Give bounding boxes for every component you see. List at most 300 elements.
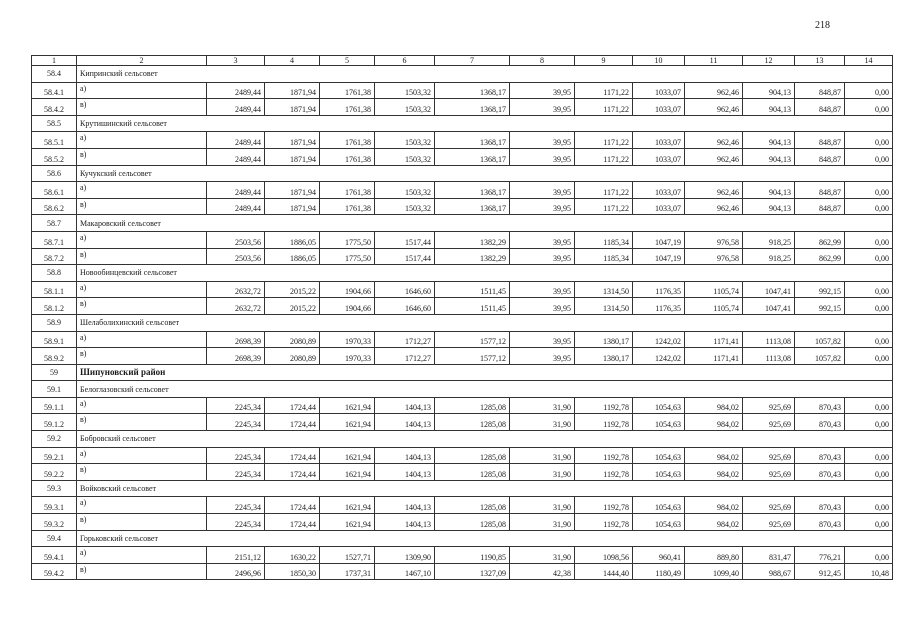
value-cell: 1712,27 bbox=[375, 331, 435, 348]
section-row bbox=[32, 215, 893, 232]
table-row bbox=[32, 563, 893, 580]
value-cell: 1368,17 bbox=[435, 132, 510, 149]
value-cell: 1444,40 bbox=[575, 563, 633, 580]
section-row bbox=[32, 381, 893, 398]
table-row bbox=[32, 514, 893, 531]
section-row bbox=[32, 431, 893, 448]
value-cell: 1327,09 bbox=[435, 563, 510, 580]
row-subitem: в) bbox=[77, 198, 207, 215]
row-subitem: а) bbox=[77, 182, 207, 199]
column-header: 9 bbox=[575, 56, 633, 66]
value-cell: 31,90 bbox=[510, 497, 575, 514]
column-header: 14 bbox=[845, 56, 893, 66]
value-cell: 0,00 bbox=[845, 464, 893, 481]
value-cell: 1724,44 bbox=[265, 414, 320, 431]
table-row bbox=[32, 447, 893, 464]
value-cell: 1047,19 bbox=[633, 248, 685, 265]
value-cell: 39,95 bbox=[510, 348, 575, 365]
value-cell: 42,38 bbox=[510, 563, 575, 580]
value-cell: 1054,63 bbox=[633, 497, 685, 514]
value-cell: 1285,08 bbox=[435, 464, 510, 481]
page-number: 218 bbox=[815, 20, 830, 31]
value-cell: 2698,39 bbox=[207, 331, 265, 348]
value-cell: 0,00 bbox=[845, 231, 893, 248]
value-cell: 2489,44 bbox=[207, 82, 265, 99]
section-name: Шелаболихинский сельсовет bbox=[77, 314, 893, 331]
value-cell: 1192,78 bbox=[575, 447, 633, 464]
value-cell: 39,95 bbox=[510, 248, 575, 265]
row-code: 59.4.1 bbox=[32, 547, 77, 564]
column-header: 1 bbox=[32, 56, 77, 66]
row-code: 58.6.1 bbox=[32, 182, 77, 199]
table-row bbox=[32, 182, 893, 199]
value-cell: 862,99 bbox=[795, 248, 845, 265]
row-subitem: в) bbox=[77, 414, 207, 431]
value-cell: 962,46 bbox=[685, 82, 743, 99]
value-cell: 2496,96 bbox=[207, 563, 265, 580]
value-cell: 1285,08 bbox=[435, 447, 510, 464]
value-cell: 1368,17 bbox=[435, 148, 510, 165]
row-code: 59.1.2 bbox=[32, 414, 77, 431]
section-row bbox=[32, 530, 893, 547]
value-cell: 1171,22 bbox=[575, 198, 633, 215]
value-cell: 925,69 bbox=[743, 497, 795, 514]
section-name: Войковский сельсовет bbox=[77, 480, 893, 497]
section-name: Кипринский сельсовет bbox=[77, 66, 893, 83]
value-cell: 1047,41 bbox=[743, 298, 795, 315]
row-code: 59.4 bbox=[32, 530, 77, 547]
value-cell: 1503,32 bbox=[375, 198, 435, 215]
value-cell: 1192,78 bbox=[575, 497, 633, 514]
value-cell: 1242,02 bbox=[633, 348, 685, 365]
value-cell: 1737,31 bbox=[320, 563, 375, 580]
section-name: Крутишинский сельсовет bbox=[77, 115, 893, 132]
value-cell: 2489,44 bbox=[207, 198, 265, 215]
column-header: 8 bbox=[510, 56, 575, 66]
value-cell: 904,13 bbox=[743, 148, 795, 165]
value-cell: 1285,08 bbox=[435, 514, 510, 531]
column-header: 13 bbox=[795, 56, 845, 66]
value-cell: 1970,33 bbox=[320, 348, 375, 365]
value-cell: 848,87 bbox=[795, 198, 845, 215]
table-row bbox=[32, 231, 893, 248]
value-cell: 39,95 bbox=[510, 82, 575, 99]
value-cell: 0,00 bbox=[845, 447, 893, 464]
value-cell: 2151,12 bbox=[207, 547, 265, 564]
district-row bbox=[32, 364, 893, 381]
value-cell: 1047,19 bbox=[633, 231, 685, 248]
value-cell: 925,69 bbox=[743, 414, 795, 431]
column-header: 6 bbox=[375, 56, 435, 66]
value-cell: 870,43 bbox=[795, 414, 845, 431]
row-code: 58.4 bbox=[32, 66, 77, 83]
value-cell: 904,13 bbox=[743, 182, 795, 199]
row-code: 58.1.2 bbox=[32, 298, 77, 315]
row-subitem: в) bbox=[77, 348, 207, 365]
value-cell: 1171,22 bbox=[575, 132, 633, 149]
value-cell: 1057,82 bbox=[795, 348, 845, 365]
value-cell: 1630,22 bbox=[265, 547, 320, 564]
value-cell: 0,00 bbox=[845, 497, 893, 514]
value-cell: 1105,74 bbox=[685, 298, 743, 315]
value-cell: 31,90 bbox=[510, 514, 575, 531]
value-cell: 1113,08 bbox=[743, 348, 795, 365]
value-cell: 962,46 bbox=[685, 182, 743, 199]
value-cell: 1761,38 bbox=[320, 82, 375, 99]
value-cell: 1171,22 bbox=[575, 182, 633, 199]
value-cell: 1033,07 bbox=[633, 82, 685, 99]
table-row bbox=[32, 547, 893, 564]
value-cell: 976,58 bbox=[685, 248, 743, 265]
value-cell: 904,13 bbox=[743, 198, 795, 215]
value-cell: 962,46 bbox=[685, 99, 743, 116]
value-cell: 2489,44 bbox=[207, 148, 265, 165]
value-cell: 0,00 bbox=[845, 397, 893, 414]
section-name: Новообинцевский сельсовет bbox=[77, 265, 893, 282]
row-subitem: в) bbox=[77, 464, 207, 481]
row-subitem: в) bbox=[77, 563, 207, 580]
value-cell: 1724,44 bbox=[265, 514, 320, 531]
value-cell: 1871,94 bbox=[265, 182, 320, 199]
value-cell: 31,90 bbox=[510, 547, 575, 564]
value-cell: 1382,29 bbox=[435, 248, 510, 265]
value-cell: 2080,89 bbox=[265, 331, 320, 348]
row-subitem: а) bbox=[77, 497, 207, 514]
value-cell: 0,00 bbox=[845, 99, 893, 116]
row-subitem: в) bbox=[77, 148, 207, 165]
value-cell: 984,02 bbox=[685, 447, 743, 464]
column-header: 10 bbox=[633, 56, 685, 66]
value-cell: 2015,22 bbox=[265, 281, 320, 298]
column-header: 5 bbox=[320, 56, 375, 66]
value-cell: 2489,44 bbox=[207, 132, 265, 149]
value-cell: 1033,07 bbox=[633, 99, 685, 116]
value-cell: 960,41 bbox=[633, 547, 685, 564]
value-cell: 2503,56 bbox=[207, 248, 265, 265]
value-cell: 1176,35 bbox=[633, 298, 685, 315]
row-code: 58.6.2 bbox=[32, 198, 77, 215]
value-cell: 1054,63 bbox=[633, 514, 685, 531]
value-cell: 2080,89 bbox=[265, 348, 320, 365]
row-code: 59.3.2 bbox=[32, 514, 77, 531]
value-cell: 1380,17 bbox=[575, 348, 633, 365]
value-cell: 0,00 bbox=[845, 198, 893, 215]
row-code: 58.6 bbox=[32, 165, 77, 182]
value-cell: 984,02 bbox=[685, 464, 743, 481]
value-cell: 984,02 bbox=[685, 497, 743, 514]
row-code: 58.7.2 bbox=[32, 248, 77, 265]
section-row bbox=[32, 66, 893, 83]
row-code: 58.4.1 bbox=[32, 82, 77, 99]
value-cell: 962,46 bbox=[685, 198, 743, 215]
value-cell: 848,87 bbox=[795, 99, 845, 116]
value-cell: 1404,13 bbox=[375, 414, 435, 431]
value-cell: 1171,22 bbox=[575, 99, 633, 116]
section-row bbox=[32, 314, 893, 331]
value-cell: 925,69 bbox=[743, 464, 795, 481]
section-name: Бобровский сельсовет bbox=[77, 431, 893, 448]
value-cell: 1621,94 bbox=[320, 464, 375, 481]
value-cell: 912,45 bbox=[795, 563, 845, 580]
value-cell: 31,90 bbox=[510, 414, 575, 431]
value-cell: 1054,63 bbox=[633, 397, 685, 414]
value-cell: 1871,94 bbox=[265, 148, 320, 165]
value-cell: 1404,13 bbox=[375, 397, 435, 414]
row-code: 59.3.1 bbox=[32, 497, 77, 514]
value-cell: 1404,13 bbox=[375, 497, 435, 514]
value-cell: 1761,38 bbox=[320, 132, 375, 149]
row-code: 58.7.1 bbox=[32, 231, 77, 248]
value-cell: 1761,38 bbox=[320, 148, 375, 165]
value-cell: 1285,08 bbox=[435, 414, 510, 431]
table-row bbox=[32, 198, 893, 215]
value-cell: 0,00 bbox=[845, 182, 893, 199]
value-cell: 925,69 bbox=[743, 447, 795, 464]
value-cell: 1527,71 bbox=[320, 547, 375, 564]
table-row bbox=[32, 148, 893, 165]
value-cell: 1171,41 bbox=[685, 348, 743, 365]
table-row bbox=[32, 281, 893, 298]
value-cell: 889,80 bbox=[685, 547, 743, 564]
row-subitem: в) bbox=[77, 514, 207, 531]
value-cell: 1621,94 bbox=[320, 514, 375, 531]
value-cell: 2632,72 bbox=[207, 298, 265, 315]
table-row bbox=[32, 331, 893, 348]
row-subitem: а) bbox=[77, 331, 207, 348]
header-row bbox=[32, 56, 893, 66]
value-cell: 1105,74 bbox=[685, 281, 743, 298]
row-subitem: а) bbox=[77, 281, 207, 298]
column-header: 7 bbox=[435, 56, 510, 66]
value-cell: 1047,41 bbox=[743, 281, 795, 298]
value-cell: 31,90 bbox=[510, 447, 575, 464]
value-cell: 1886,05 bbox=[265, 248, 320, 265]
row-code: 59.2.2 bbox=[32, 464, 77, 481]
value-cell: 1871,94 bbox=[265, 198, 320, 215]
value-cell: 1382,29 bbox=[435, 231, 510, 248]
row-subitem: в) bbox=[77, 99, 207, 116]
value-cell: 1314,50 bbox=[575, 281, 633, 298]
value-cell: 0,00 bbox=[845, 514, 893, 531]
table-row bbox=[32, 497, 893, 514]
value-cell: 1314,50 bbox=[575, 298, 633, 315]
table-row bbox=[32, 464, 893, 481]
value-cell: 1171,41 bbox=[685, 331, 743, 348]
value-cell: 39,95 bbox=[510, 281, 575, 298]
value-cell: 1724,44 bbox=[265, 464, 320, 481]
value-cell: 1724,44 bbox=[265, 447, 320, 464]
row-code: 59.3 bbox=[32, 480, 77, 497]
value-cell: 925,69 bbox=[743, 397, 795, 414]
value-cell: 2245,34 bbox=[207, 447, 265, 464]
value-cell: 1511,45 bbox=[435, 281, 510, 298]
value-cell: 2503,56 bbox=[207, 231, 265, 248]
value-cell: 1113,08 bbox=[743, 331, 795, 348]
value-cell: 31,90 bbox=[510, 397, 575, 414]
value-cell: 2489,44 bbox=[207, 99, 265, 116]
section-row bbox=[32, 265, 893, 282]
value-cell: 1098,56 bbox=[575, 547, 633, 564]
value-cell: 1871,94 bbox=[265, 99, 320, 116]
value-cell: 1180,49 bbox=[633, 563, 685, 580]
value-cell: 0,00 bbox=[845, 298, 893, 315]
value-cell: 2489,44 bbox=[207, 182, 265, 199]
value-cell: 1775,50 bbox=[320, 248, 375, 265]
value-cell: 962,46 bbox=[685, 148, 743, 165]
row-code: 58.5.1 bbox=[32, 132, 77, 149]
value-cell: 0,00 bbox=[845, 132, 893, 149]
value-cell: 1404,13 bbox=[375, 464, 435, 481]
value-cell: 1517,44 bbox=[375, 248, 435, 265]
value-cell: 848,87 bbox=[795, 148, 845, 165]
column-header: 12 bbox=[743, 56, 795, 66]
value-cell: 1503,32 bbox=[375, 82, 435, 99]
value-cell: 776,21 bbox=[795, 547, 845, 564]
value-cell: 1054,63 bbox=[633, 464, 685, 481]
value-cell: 1404,13 bbox=[375, 514, 435, 531]
value-cell: 992,15 bbox=[795, 281, 845, 298]
value-cell: 1054,63 bbox=[633, 447, 685, 464]
value-cell: 904,13 bbox=[743, 99, 795, 116]
value-cell: 1033,07 bbox=[633, 132, 685, 149]
value-cell: 1761,38 bbox=[320, 99, 375, 116]
row-code: 59.2 bbox=[32, 431, 77, 448]
value-cell: 1761,38 bbox=[320, 182, 375, 199]
value-cell: 1285,08 bbox=[435, 497, 510, 514]
value-cell: 2245,34 bbox=[207, 464, 265, 481]
value-cell: 1621,94 bbox=[320, 414, 375, 431]
value-cell: 2245,34 bbox=[207, 497, 265, 514]
table-row bbox=[32, 132, 893, 149]
value-cell: 10,48 bbox=[845, 563, 893, 580]
section-name: Кучукский сельсовет bbox=[77, 165, 893, 182]
row-code: 59.1.1 bbox=[32, 397, 77, 414]
value-cell: 39,95 bbox=[510, 331, 575, 348]
value-cell: 848,87 bbox=[795, 82, 845, 99]
value-cell: 0,00 bbox=[845, 348, 893, 365]
section-row bbox=[32, 165, 893, 182]
value-cell: 962,46 bbox=[685, 132, 743, 149]
value-cell: 2245,34 bbox=[207, 514, 265, 531]
value-cell: 1621,94 bbox=[320, 447, 375, 464]
section-name: Белоглазовский сельсовет bbox=[77, 381, 893, 398]
value-cell: 1850,30 bbox=[265, 563, 320, 580]
value-cell: 39,95 bbox=[510, 298, 575, 315]
value-cell: 1054,63 bbox=[633, 414, 685, 431]
value-cell: 1517,44 bbox=[375, 231, 435, 248]
value-cell: 1970,33 bbox=[320, 331, 375, 348]
value-cell: 0,00 bbox=[845, 281, 893, 298]
value-cell: 2245,34 bbox=[207, 414, 265, 431]
value-cell: 1904,66 bbox=[320, 281, 375, 298]
value-cell: 1185,34 bbox=[575, 248, 633, 265]
row-subitem: а) bbox=[77, 397, 207, 414]
table-row bbox=[32, 298, 893, 315]
value-cell: 39,95 bbox=[510, 148, 575, 165]
row-code: 58.1.1 bbox=[32, 281, 77, 298]
row-code: 58.7 bbox=[32, 215, 77, 232]
value-cell: 1904,66 bbox=[320, 298, 375, 315]
value-cell: 984,02 bbox=[685, 414, 743, 431]
row-code: 58.9.1 bbox=[32, 331, 77, 348]
value-cell: 1503,32 bbox=[375, 99, 435, 116]
value-cell: 918,25 bbox=[743, 248, 795, 265]
value-cell: 39,95 bbox=[510, 198, 575, 215]
row-code: 58.9.2 bbox=[32, 348, 77, 365]
value-cell: 870,43 bbox=[795, 514, 845, 531]
row-subitem: а) bbox=[77, 132, 207, 149]
value-cell: 976,58 bbox=[685, 231, 743, 248]
row-code: 58.5.2 bbox=[32, 148, 77, 165]
value-cell: 1033,07 bbox=[633, 182, 685, 199]
value-cell: 1192,78 bbox=[575, 514, 633, 531]
value-cell: 0,00 bbox=[845, 547, 893, 564]
value-cell: 1309,90 bbox=[375, 547, 435, 564]
value-cell: 904,13 bbox=[743, 132, 795, 149]
column-header: 4 bbox=[265, 56, 320, 66]
value-cell: 39,95 bbox=[510, 182, 575, 199]
row-code: 58.8 bbox=[32, 265, 77, 282]
value-cell: 1467,10 bbox=[375, 563, 435, 580]
row-subitem: в) bbox=[77, 248, 207, 265]
column-header: 3 bbox=[207, 56, 265, 66]
section-name: Горьковский сельсовет bbox=[77, 530, 893, 547]
table-row bbox=[32, 99, 893, 116]
table-row bbox=[32, 82, 893, 99]
value-cell: 870,43 bbox=[795, 497, 845, 514]
row-code: 59 bbox=[32, 364, 77, 381]
table-row bbox=[32, 397, 893, 414]
value-cell: 984,02 bbox=[685, 514, 743, 531]
value-cell: 1646,60 bbox=[375, 298, 435, 315]
value-cell: 0,00 bbox=[845, 148, 893, 165]
row-subitem: а) bbox=[77, 82, 207, 99]
section-row bbox=[32, 480, 893, 497]
value-cell: 1577,12 bbox=[435, 348, 510, 365]
value-cell: 925,69 bbox=[743, 514, 795, 531]
value-cell: 1185,34 bbox=[575, 231, 633, 248]
row-code: 58.5 bbox=[32, 115, 77, 132]
value-cell: 0,00 bbox=[845, 82, 893, 99]
row-subitem: а) bbox=[77, 547, 207, 564]
value-cell: 904,13 bbox=[743, 82, 795, 99]
value-cell: 862,99 bbox=[795, 231, 845, 248]
column-header: 2 bbox=[77, 56, 207, 66]
row-subitem: а) bbox=[77, 447, 207, 464]
value-cell: 1368,17 bbox=[435, 82, 510, 99]
value-cell: 1285,08 bbox=[435, 397, 510, 414]
value-cell: 1368,17 bbox=[435, 99, 510, 116]
row-code: 58.4.2 bbox=[32, 99, 77, 116]
value-cell: 1190,85 bbox=[435, 547, 510, 564]
district-name: Шипуновский район bbox=[77, 364, 893, 381]
value-cell: 1380,17 bbox=[575, 331, 633, 348]
value-cell: 39,95 bbox=[510, 99, 575, 116]
value-cell: 1192,78 bbox=[575, 464, 633, 481]
row-code: 59.2.1 bbox=[32, 447, 77, 464]
value-cell: 2632,72 bbox=[207, 281, 265, 298]
value-cell: 870,43 bbox=[795, 397, 845, 414]
value-cell: 1724,44 bbox=[265, 497, 320, 514]
table-row bbox=[32, 348, 893, 365]
value-cell: 1712,27 bbox=[375, 348, 435, 365]
value-cell: 1171,22 bbox=[575, 148, 633, 165]
value-cell: 1368,17 bbox=[435, 182, 510, 199]
value-cell: 0,00 bbox=[845, 414, 893, 431]
value-cell: 1761,38 bbox=[320, 198, 375, 215]
value-cell: 2245,34 bbox=[207, 397, 265, 414]
value-cell: 848,87 bbox=[795, 132, 845, 149]
